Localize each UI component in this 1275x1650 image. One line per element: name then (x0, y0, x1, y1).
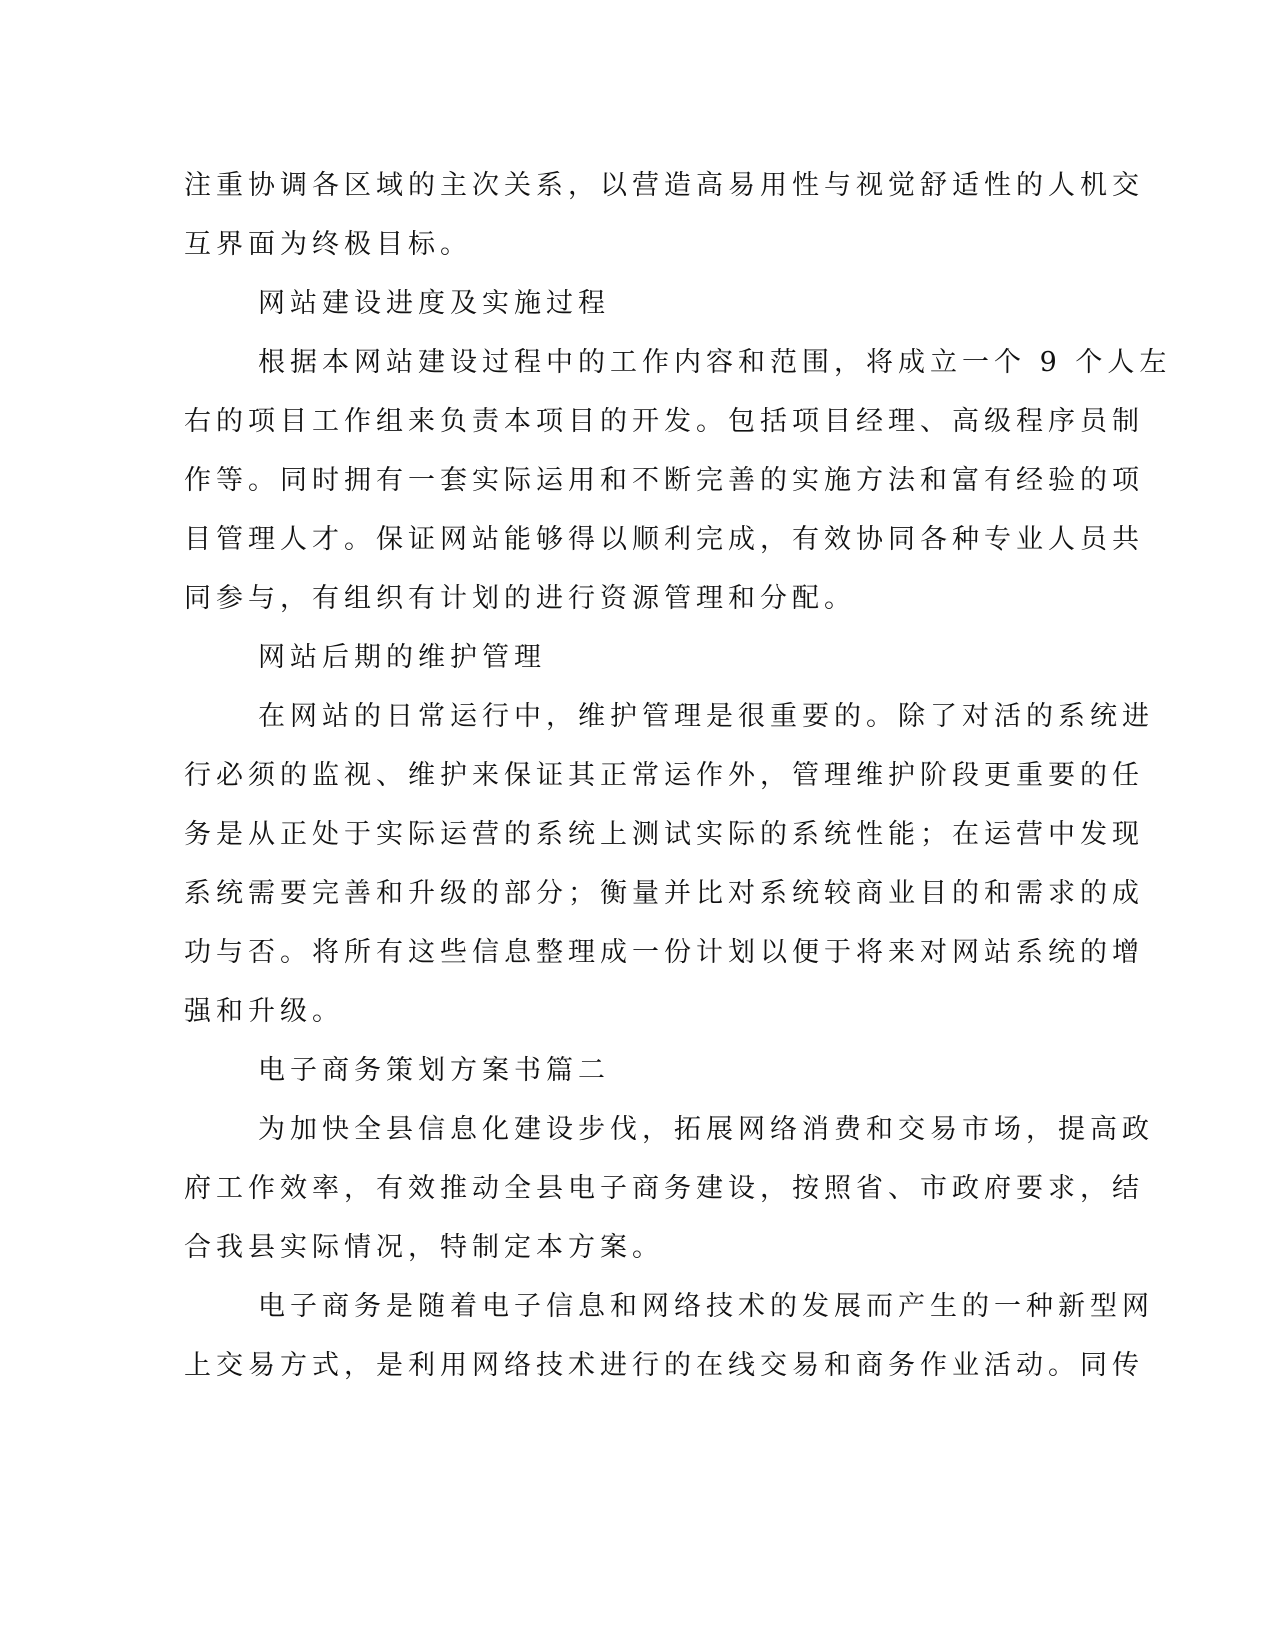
text-line: 互界面为终极目标。 (184, 229, 472, 260)
text-line: 系统需要完善和升级的部分；衡量并比对系统较商业目的和需求的成 (184, 878, 1144, 909)
document-body (184, 156, 1172, 1395)
text-line: 行必须的监视、维护来保证其正常运作外，管理维护阶段更重要的任 (184, 760, 1144, 791)
section-heading: 网站建设进度及实施过程 (258, 288, 610, 319)
text-line: 右的项目工作组来负责本项目的开发。包括项目经理、高级程序员制 (184, 406, 1144, 437)
text-line: 府工作效率，有效推动全县电子商务建设，按照省、市政府要求，结 (184, 1173, 1144, 1204)
text-line: 根据本网站建设过程中的工作内容和范围，将成立一个 9 个人左 (258, 347, 1172, 378)
text-line: 上交易方式，是利用网络技术进行的在线交易和商务作业活动。同传 (184, 1350, 1144, 1381)
text-line: 务是从正处于实际运营的系统上测试实际的系统性能；在运营中发现 (184, 819, 1144, 850)
text-line: 功与否。将所有这些信息整理成一份计划以便于将来对网站系统的增 (184, 937, 1144, 968)
text-line: 强和升级。 (184, 996, 344, 1027)
section-heading: 电子商务策划方案书篇二 (258, 1055, 610, 1086)
text-line: 在网站的日常运行中，维护管理是很重要的。除了对活的系统进 (258, 701, 1154, 732)
text-line: 合我县实际情况，特制定本方案。 (184, 1232, 664, 1263)
text-line: 同参与，有组织有计划的进行资源管理和分配。 (184, 583, 856, 614)
text-line: 作等。同时拥有一套实际运用和不断完善的实施方法和富有经验的项 (184, 465, 1144, 496)
text-line: 目管理人才。保证网站能够得以顺利完成，有效协同各种专业人员共 (184, 524, 1144, 555)
text-line: 电子商务是随着电子信息和网络技术的发展而产生的一种新型网 (258, 1291, 1154, 1322)
text-line: 为加快全县信息化建设步伐，拓展网络消费和交易市场，提高政 (258, 1114, 1154, 1145)
text-line: 注重协调各区域的主次关系，以营造高易用性与视觉舒适性的人机交 (184, 170, 1144, 201)
section-heading: 网站后期的维护管理 (258, 642, 546, 673)
